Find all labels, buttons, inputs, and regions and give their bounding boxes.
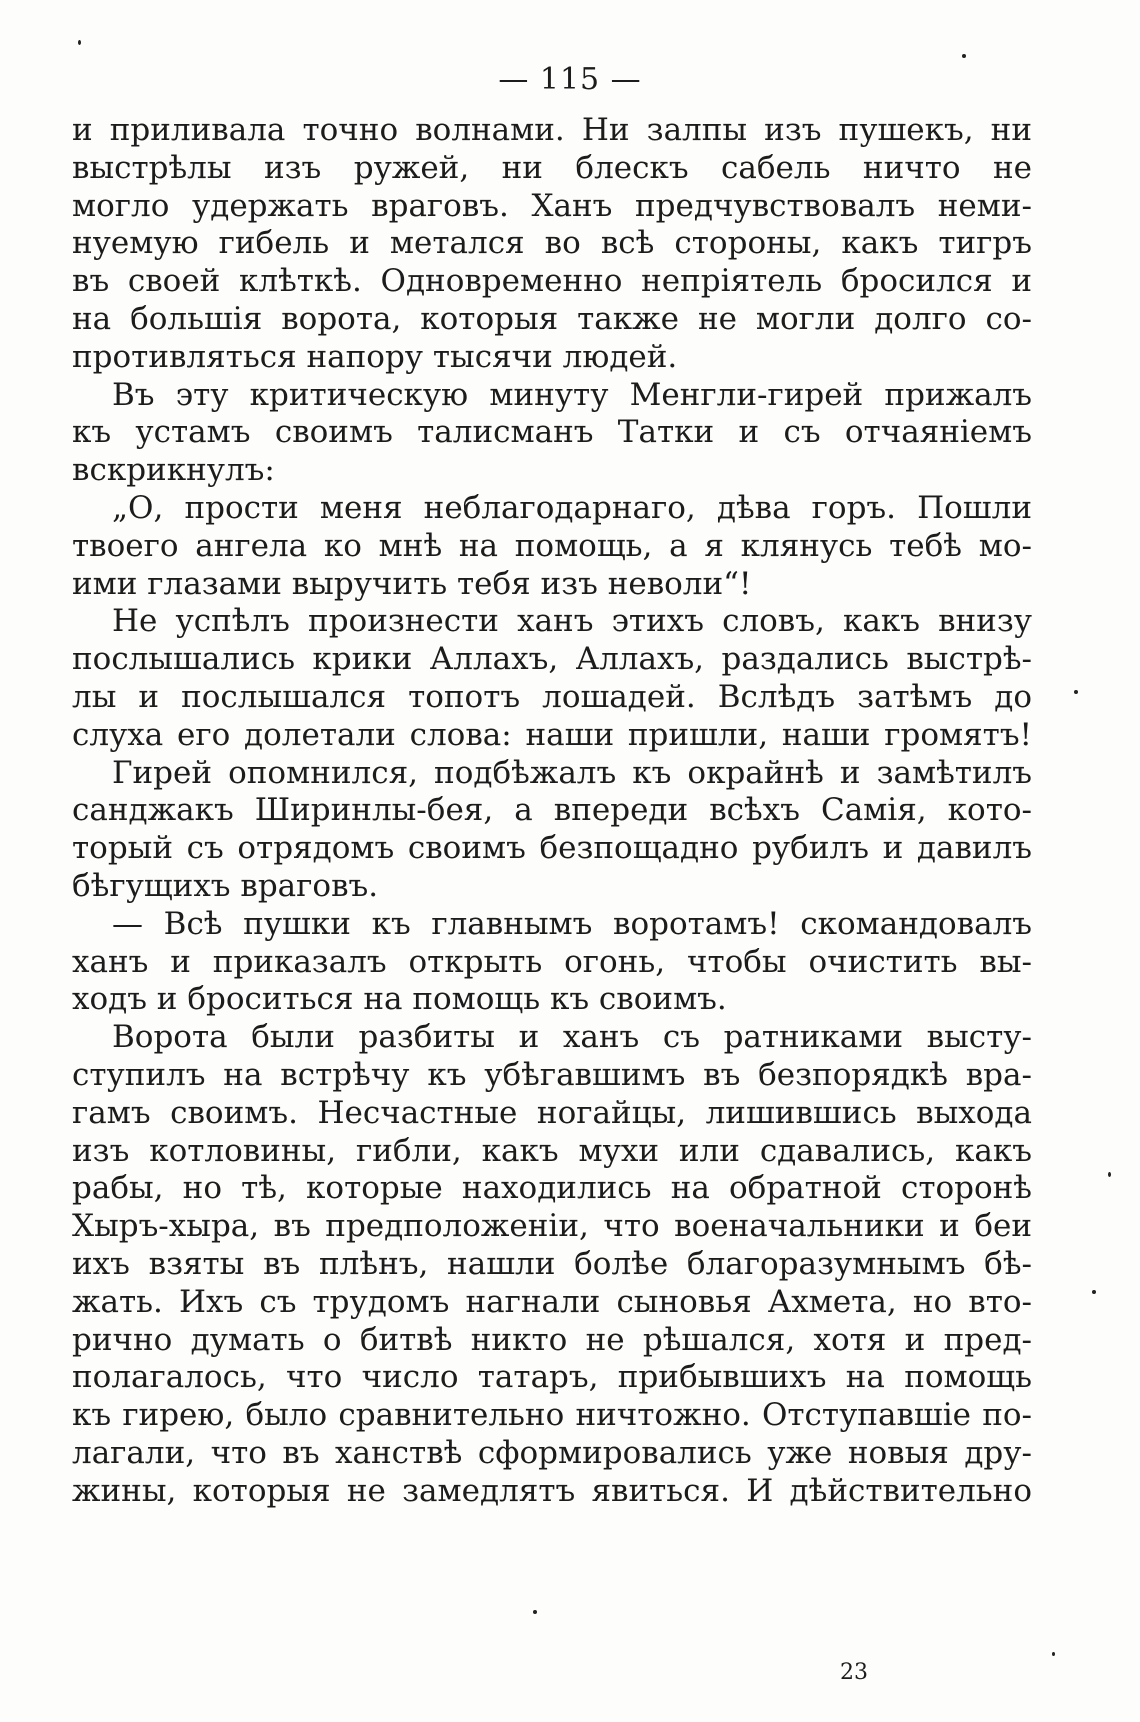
text-line: жать. Ихъ съ трудомъ нагнали сыновья Ахмета, но вто-	[72, 1283, 1032, 1320]
text-line: на большія ворота, которыя также не могли долго со-	[72, 300, 1032, 337]
text-line: „О, прости меня неблагодарнаго, дѣва горъ. Пошли	[112, 489, 1032, 526]
text-line: нуемую гибель и метался во всѣ стороны, какъ тигръ	[72, 225, 1032, 262]
text-line: торый съ отрядомъ своимъ безпощадно рубилъ и давилъ	[72, 830, 1032, 867]
text-line: — Всѣ пушки къ главнымъ воротамъ! скомандовалъ	[112, 905, 1032, 942]
text-line: вскрикнулъ:	[72, 452, 275, 489]
text-line: бѣгущихъ враговъ.	[72, 867, 379, 904]
text-line: послышались крики Аллахъ, Аллахъ, раздались выстрѣ-	[72, 641, 1032, 678]
text-line: твоего ангела ко мнѣ на помощь, а я клянусь тебѣ мо-	[72, 527, 1032, 564]
text-line: жины, которыя не замедлятъ явиться. И дѣйствительно	[72, 1472, 1032, 1509]
print-speck	[962, 54, 966, 58]
text-line: гамъ своимъ. Несчастные ногайцы, лишившись выхода	[72, 1094, 1032, 1131]
page-number: — 115 —	[498, 62, 642, 97]
text-line: Не успѣлъ произнести ханъ этихъ словъ, какъ внизу	[112, 603, 1032, 640]
text-line: рично думать о битвѣ никто не рѣшался, хотя и пред-	[72, 1321, 1032, 1358]
text-line: лагали, что въ ханствѣ сформировались уже новыя дру-	[72, 1434, 1032, 1471]
text-line: рабы, но тѣ, которые находились на обратной сторонѣ	[72, 1170, 1032, 1207]
text-line: ханъ и приказалъ открыть огонь, чтобы очистить вы-	[72, 943, 1032, 980]
text-line: Въ эту критическую минуту Менгли-гирей прижалъ	[112, 376, 1032, 413]
text-line: слуха его долетали слова: наши пришли, наши громятъ!	[72, 716, 1032, 753]
text-line: ихъ взяты въ плѣнъ, нашли болѣе благоразумнымъ бѣ-	[72, 1245, 1032, 1282]
print-speck	[1092, 1290, 1096, 1294]
text-line: могло удержать враговъ. Ханъ предчувствовалъ неми-	[72, 187, 1032, 224]
text-line: противляться напору тысячи людей.	[72, 338, 678, 375]
text-line: ступилъ на встрѣчу къ убѣгавшимъ въ безпорядкѣ вра-	[72, 1056, 1032, 1093]
text-line: и приливала точно волнами. Ни залпы изъ пушекъ, ни	[72, 112, 1032, 148]
print-speck	[1108, 1172, 1111, 1177]
text-line: къ устамъ своимъ талисманъ Татки и съ отчаяніемъ	[72, 414, 1032, 451]
text-line: Хыръ-хыра, въ предположеніи, что военачальники и беи	[72, 1208, 1032, 1245]
text-line: санджакъ Ширинлы-бея, а впереди всѣхъ Самія, кото-	[72, 792, 1032, 829]
print-speck	[1052, 1652, 1055, 1656]
print-speck	[533, 1610, 537, 1614]
print-speck	[78, 40, 81, 45]
text-line: ходъ и броситься на помощь къ своимъ.	[72, 981, 727, 1018]
text-line: изъ котловины, гибли, какъ мухи или сдавались, какъ	[72, 1132, 1032, 1169]
text-line: къ гирею, было сравнительно ничтожно. Отступавшіе по-	[72, 1397, 1032, 1434]
text-line: въ своей клѣткѣ. Одновременно непріятель бросился и	[72, 263, 1032, 300]
text-line: Гирей опомнился, подбѣжалъ къ окрайнѣ и замѣтилъ	[112, 754, 1032, 791]
text-line: полагалось, что число татаръ, прибывшихъ на помощь	[72, 1359, 1032, 1396]
text-line: выстрѣлы изъ ружей, ни блескъ сабель ничто не	[72, 149, 1032, 186]
signature-mark: 23	[840, 1660, 868, 1685]
text-line: лы и послышался топотъ лошадей. Вслѣдъ затѣмъ до	[72, 678, 1032, 715]
body-text	[72, 112, 1032, 1510]
text-line: Ворота были разбиты и ханъ съ ратниками высту-	[112, 1019, 1032, 1056]
print-speck	[1074, 690, 1078, 694]
text-line: ими глазами выручить тебя изъ неволи“!	[72, 565, 752, 602]
